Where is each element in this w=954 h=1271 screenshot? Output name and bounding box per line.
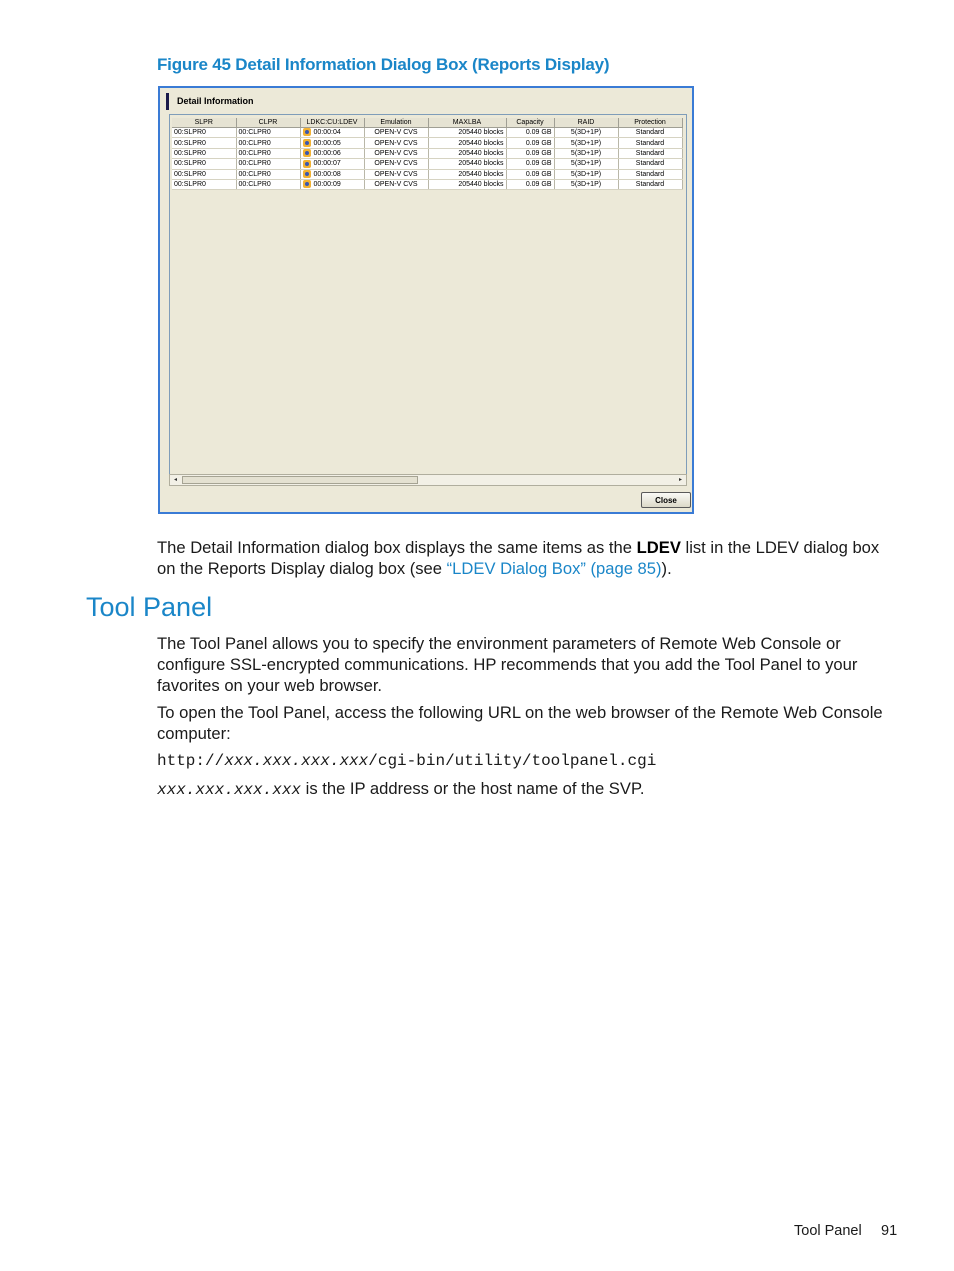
cell-ldev-text: 00:00:08 [313,170,341,178]
dialog-title: Detail Information [177,96,254,106]
cell-capacity: 0.09 GB [506,138,554,148]
column-header-raid[interactable]: RAID [554,118,618,128]
cell-protection: Standard [618,159,682,169]
cell-slpr: 00:SLPR0 [172,138,236,148]
cell-maxlba: 205440 blocks [428,179,506,189]
column-header-clpr[interactable]: CLPR [236,118,300,128]
cell-capacity: 0.09 GB [506,148,554,158]
cell-emulation: OPEN-V CVS [364,138,428,148]
paragraph-tool-panel: The Tool Panel allows you to specify the environment parameters of Remote Web Console or configure SSL-encrypted communications. HP recommends that you add the Tool Panel to your favorites on your web browser. [157,634,858,695]
scrollbar-thumb[interactable] [182,476,418,484]
cell-slpr: 00:SLPR0 [172,128,236,138]
cell-raid: 5(3D+1P) [554,179,618,189]
svp-description [157,779,644,799]
volume-icon [303,170,311,178]
ldev-dialog-link[interactable]: “LDEV Dialog Box” (page 85) [446,559,662,578]
cell-protection: Standard [618,148,682,158]
cell-slpr: 00:SLPR0 [172,148,236,158]
cell-ldev [300,179,364,189]
cell-ldev-text: 00:00:04 [313,129,341,137]
url-prefix: http:// [157,752,225,770]
table-row[interactable] [172,128,682,138]
scroll-left-icon[interactable]: ◂ [173,477,177,483]
cell-ldev [300,159,364,169]
cell-ldev-text: 00:00:06 [313,149,341,157]
table-header-row [172,118,682,128]
column-header-ldev[interactable]: LDKC:CU:LDEV [300,118,364,128]
cell-protection: Standard [618,138,682,148]
para1-end: ). [661,559,672,578]
cell-clpr: 00:CLPR0 [236,138,300,148]
cell-maxlba: 205440 blocks [428,128,506,138]
cell-maxlba: 205440 blocks [428,148,506,158]
cell-maxlba: 205440 blocks [428,138,506,148]
volume-icon [303,149,311,157]
ldev-table [172,118,683,190]
cell-emulation: OPEN-V CVS [364,179,428,189]
cell-protection: Standard [618,169,682,179]
cell-capacity: 0.09 GB [506,179,554,189]
page-number: 91 [881,1223,898,1239]
cell-clpr: 00:CLPR0 [236,128,300,138]
cell-ldev-text: 00:00:07 [313,160,341,168]
cell-raid: 5(3D+1P) [554,169,618,179]
cell-emulation: OPEN-V CVS [364,148,428,158]
scroll-right-icon[interactable]: ▸ [678,477,682,483]
cell-ldev [300,128,364,138]
cell-ldev [300,148,364,158]
cell-maxlba: 205440 blocks [428,159,506,169]
cell-ldev [300,169,364,179]
cell-capacity: 0.09 GB [506,169,554,179]
volume-icon [303,128,311,136]
volume-icon [303,139,311,147]
cell-protection: Standard [618,128,682,138]
cell-emulation: OPEN-V CVS [364,159,428,169]
column-header-slpr[interactable]: SLPR [172,118,236,128]
cell-slpr: 00:SLPR0 [172,169,236,179]
cell-ldev [300,138,364,148]
cell-raid: 5(3D+1P) [554,159,618,169]
footer-section-label: Tool Panel [794,1223,862,1239]
cell-slpr: 00:SLPR0 [172,179,236,189]
url-host: xxx.xxx.xxx.xxx [224,752,369,770]
cell-capacity: 0.09 GB [506,159,554,169]
volume-icon [303,160,311,168]
cell-raid: 5(3D+1P) [554,128,618,138]
svp-host: xxx.xxx.xxx.xxx [157,781,302,799]
dialog-body [163,90,689,509]
svp-text: is the IP address or the host name of the SVP. [301,779,645,798]
close-button[interactable]: Close [641,492,691,508]
cell-ldev-text: 00:00:05 [313,139,341,147]
figure-caption: Figure 45 Detail Information Dialog Box (Reports Display) [157,55,610,74]
dialog-titlebar [166,93,686,110]
url-path: /cgi-bin/utility/toolpanel.cgi [368,752,657,770]
detail-information-screenshot [158,86,694,514]
table-row[interactable] [172,148,682,158]
paragraph-detail-info [157,537,902,579]
toolpanel-url [157,752,656,770]
cell-clpr: 00:CLPR0 [236,159,300,169]
cell-raid: 5(3D+1P) [554,138,618,148]
cell-clpr: 00:CLPR0 [236,148,300,158]
column-header-capacity[interactable]: Capacity [506,118,554,128]
cell-capacity: 0.09 GB [506,128,554,138]
column-header-protection[interactable]: Protection [618,118,682,128]
cell-emulation: OPEN-V CVS [364,128,428,138]
cell-maxlba: 205440 blocks [428,169,506,179]
ldev-table-panel [169,114,687,486]
column-header-maxlba[interactable]: MAXLBA [428,118,506,128]
section-heading: Tool Panel [86,592,213,622]
paragraph-open-tool-panel: To open the Tool Panel, access the following URL on the web browser of the Remote Web Console computer: [157,703,883,743]
cell-protection: Standard [618,179,682,189]
para1-text: The Detail Information dialog box displays the same items as the [157,538,637,557]
para1-bold: LDEV [636,538,681,557]
table-row[interactable] [172,138,682,148]
para1-text-2: list in the LDEV dialog box on the Reports Display dialog box (see [157,538,880,578]
table-row[interactable] [172,159,682,169]
cell-clpr: 00:CLPR0 [236,169,300,179]
cell-ldev-text: 00:00:09 [313,181,341,189]
column-header-emulation[interactable]: Emulation [364,118,428,128]
cell-clpr: 00:CLPR0 [236,179,300,189]
volume-icon [303,180,311,188]
table-row[interactable] [172,169,682,179]
cell-slpr: 00:SLPR0 [172,159,236,169]
cell-emulation: OPEN-V CVS [364,169,428,179]
cell-raid: 5(3D+1P) [554,148,618,158]
table-row[interactable] [172,179,682,189]
horizontal-scrollbar[interactable] [169,474,687,486]
